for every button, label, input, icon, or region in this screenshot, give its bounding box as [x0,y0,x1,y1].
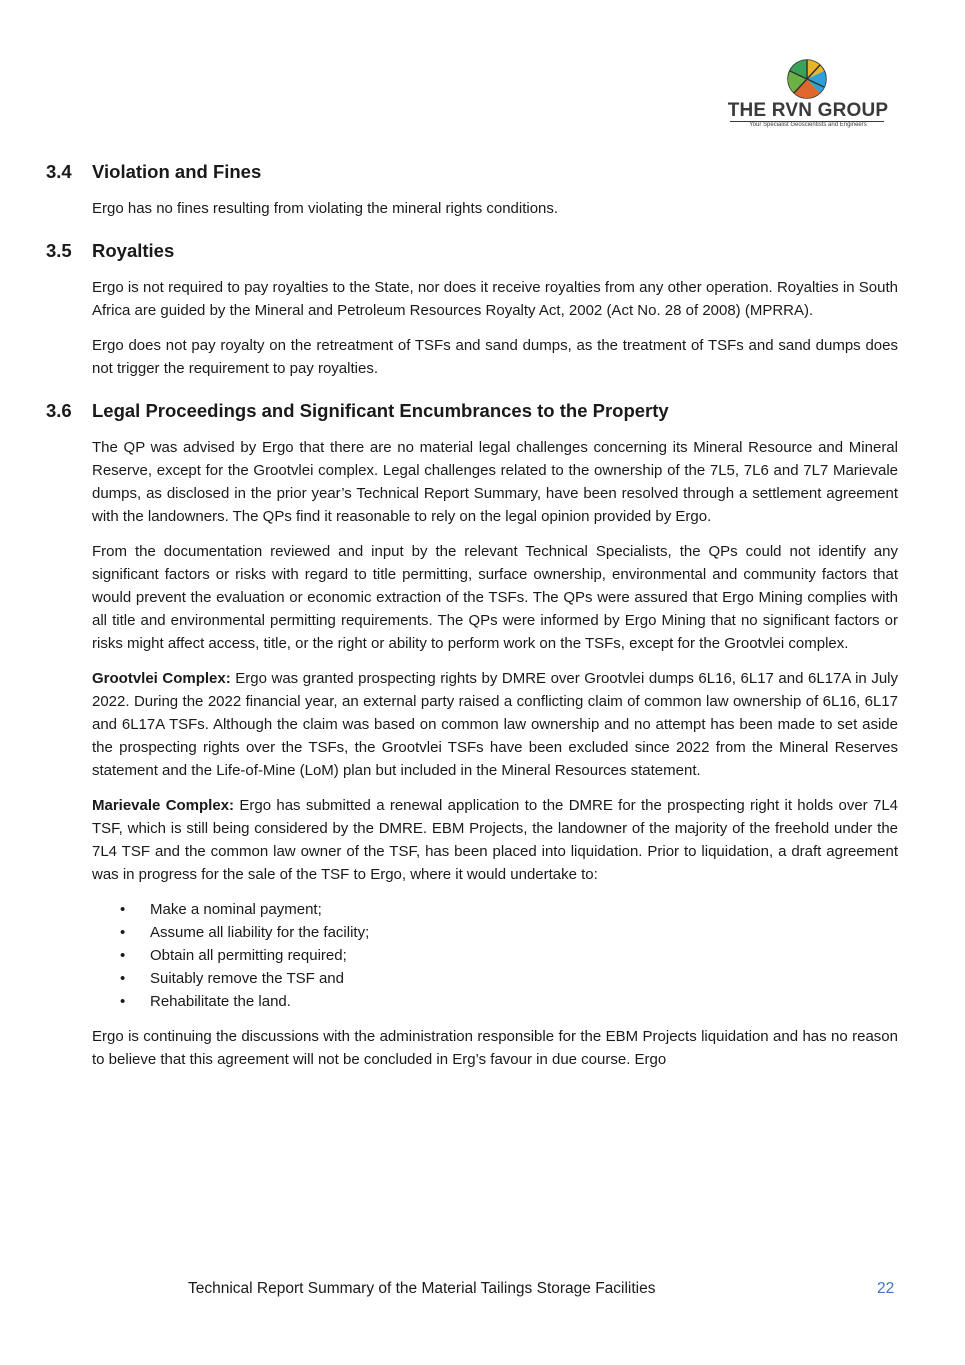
marievale-text: Ergo has submitted a renewal application to the DMRE for the prospecting right it holds over 7L4 TSF, which is still being considered by the DMRE. EBM Projects, the landowner of the majority of the freehold under the 7L4 TSF and the common law owner of the TSF, has been placed into liquidation. Prior to liquidation, a draft agreement was in progress for the sale of the TSF to Ergo, where it would undertake to: [92,797,898,883]
company-logo [727,58,889,132]
list-item: • Suitably remove the TSF and [92,967,898,990]
paragraph: Ergo is not required to pay royalties to the State, nor does it receive royalties from any other operation. Royalties in South Africa are guided by the Mineral and Petroleum Resources Royalty Act, 2002 (Act No. 28 of 2008) (MPRRA). [92,279,898,319]
paragraph: From the documentation reviewed and input by the relevant Technical Specialists, the QPs could not identify any significant factors or risks with regard to title permitting, surface ownership, environmental and community factors that would prevent the evaluation or economic extraction of the TSFs. The QPs were assured that Ergo Mining complies with all title and environmental permitting requirements. The QPs were informed by Ergo Mining that no significant factors or risks might affect access, title, or the right or ability to perform work on the TSFs, except for the Grootvlei complex. [92,543,898,652]
logo-wheel-icon [786,58,828,100]
section-3-6 [46,400,898,1071]
logo-tagline: Your Specialist Geoscientists and Engineers [749,122,867,128]
paragraph: Ergo has no fines resulting from violating the mineral rights conditions. [92,200,559,217]
undertakings-list [92,898,898,1013]
document-body [46,161,898,1091]
section-number: 3.4 [46,161,72,182]
section-heading [46,240,898,262]
section-heading [46,400,898,422]
section-title: Royalties [92,240,175,261]
grootvlei-label: Grootvlei Complex: [92,670,231,687]
logo-name: THE RVN GROUP [727,100,889,121]
paragraph: The QP was advised by Ergo that there are no material legal challenges concerning its Mineral Resource and Mineral Reserve, except for the Grootvlei complex. Legal challenges related to the ownership of the 7L5, 7L6 and 7L7 Marievale dumps, as disclosed in the prior year’s Technical Report Summary, have been resolved through a settlement agreement with the landowners. The QPs find it reasonable to rely on the legal opinion provided by Ergo. [92,439,898,525]
list-item: • Rehabilitate the land. [92,990,898,1013]
grootvlei-text: Ergo was granted prospecting rights by DMRE over Grootvlei dumps 6L16, 6L17 and 6L17A in July 2022. During the 2022 financial year, an external party raised a conflicting claim of common law ownership of 6L16, 6L17 and 6L17A TSFs. Although the claim was based on common law ownership and no attempt has been made to set aside the prospecting rights over the TSFs, the Grootvlei TSFs have been excluded since 2022 from the Mineral Reserves statement and the Life-of-Mine (LoM) plan but included in the Mineral Resources statement. [92,670,898,779]
section-3-4 [46,161,898,220]
section-title: Legal Proceedings and Significant Encumbrances to the Property [92,400,669,421]
section-title: Violation and Fines [92,161,262,182]
list-item: • Make a nominal payment; [92,898,898,921]
list-item: • Obtain all permitting required; [92,944,898,967]
section-heading [46,161,898,183]
paragraph: Ergo does not pay royalty on the retreatment of TSFs and sand dumps, as the treatment of TSFs and sand dumps does not trigger the requirement to pay royalties. [92,337,898,377]
marievale-paragraph [92,794,898,886]
section-number: 3.5 [46,240,72,261]
paragraph: Ergo is continuing the discussions with the administration responsible for the EBM Projects liquidation and has no reason to believe that this agreement will not be concluded in Erg’s favour in due course. Ergo [92,1028,898,1068]
page-number: 22 [877,1280,895,1297]
section-3-5 [46,240,898,380]
footer-title: Technical Report Summary of the Material Tailings Storage Facilities [188,1280,656,1297]
grootvlei-paragraph [92,667,898,782]
marievale-label: Marievale Complex: [92,797,235,814]
section-number: 3.6 [46,400,72,421]
list-item: • Assume all liability for the facility; [92,921,898,944]
